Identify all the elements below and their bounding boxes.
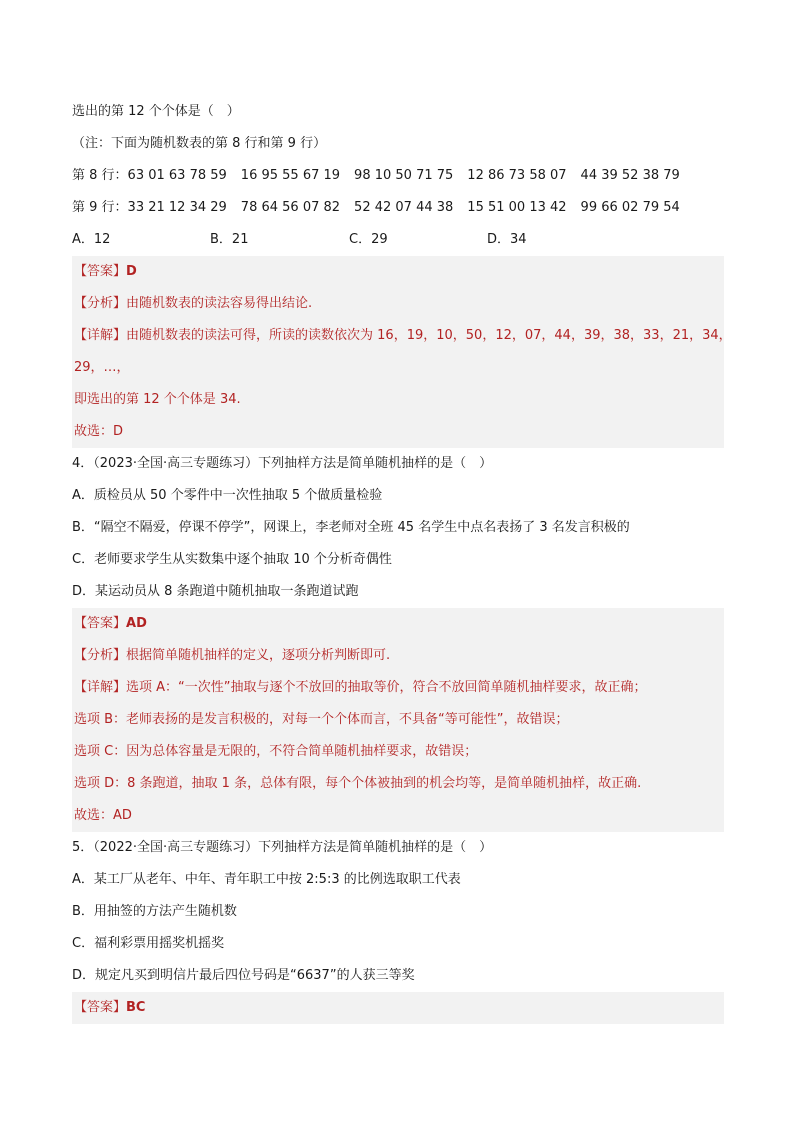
answer-value: BC (126, 1000, 146, 1015)
q3-detail-1 (72, 320, 732, 352)
q5-solution-block (72, 992, 724, 1024)
q3-answer (72, 256, 724, 288)
q5-answer (72, 992, 724, 1024)
q3-option-c: C．29 (349, 232, 388, 247)
q4-answer (72, 608, 724, 640)
q5-option-c: C．福利彩票用摇奖机摇奖 (72, 936, 225, 951)
q4-detail-2: 选项 B：老师表扬的是发言积极的，对每一个个体而言，不具备“等可能性”，故错误； (72, 704, 724, 736)
q5-option-d: D．规定凡买到明信片最后四位号码是“6637”的人获三等奖 (72, 968, 415, 983)
row8-group: 98 10 50 71 75 (354, 168, 454, 183)
answer-value: AD (126, 616, 147, 631)
q3-option-b: B．21 (210, 232, 249, 247)
q3-analysis (72, 288, 724, 320)
q3-row9 (72, 192, 724, 224)
q4-analysis (72, 640, 724, 672)
row9-group: 52 42 07 44 38 (354, 200, 454, 215)
detail-text: 选项 A：“一次性”抽取与逐个不放回的抽取等价，符合不放回简单随机抽样要求，故正确； (126, 680, 647, 695)
q3-detail-3: 即选出的第 12 个个体是 34. (72, 384, 724, 416)
q4-detail-4: 选项 D：8 条跑道，抽取 1 条，总体有限，每个个体被抽到的机会均等，是简单随机抽样，故正确. (72, 768, 724, 800)
row9-group: 99 66 02 79 54 (580, 200, 680, 215)
detail-tag: 【详解】 (74, 328, 127, 343)
row8-group: 63 01 63 78 59 (127, 168, 227, 183)
row9-group: 78 64 56 07 82 (240, 200, 341, 215)
q3-options (72, 224, 724, 256)
q4-conclusion: 故选：AD (72, 800, 724, 832)
q4-option-a: A．质检员从 50 个零件中一次性抽取 5 个做质量检验 (72, 488, 383, 503)
q4-solution-block (72, 608, 724, 832)
q3-row8 (72, 160, 724, 192)
q5-stem: 5．（2022·全国·高三专题练习）下列抽样方法是简单随机抽样的是（ ） (72, 840, 493, 855)
row9-group: 33 21 12 34 29 (127, 200, 227, 215)
q3-option-a: A．12 (72, 232, 111, 247)
row8-label: 第 8 行： (72, 168, 128, 183)
q5-option-b: B．用抽签的方法产生随机数 (72, 904, 237, 919)
q4-option-d: D．某运动员从 8 条跑道中随机抽取一条跑道试跑 (72, 584, 359, 599)
answer-tag: 【答案】 (74, 616, 127, 631)
q3-option-d: D．34 (487, 232, 527, 247)
analysis-tag: 【分析】 (74, 648, 127, 663)
analysis-text: 根据简单随机抽样的定义，逐项分析判断即可. (126, 648, 391, 663)
answer-value: D (126, 264, 137, 279)
q3-conclusion: 故选：D (72, 416, 724, 448)
q3-solution-block (72, 256, 732, 448)
q5-option-a: A．某工厂从老年、中年、青年职工中按 2:5:3 的比例选取职工代表 (72, 872, 461, 887)
answer-tag: 【答案】 (74, 264, 127, 279)
q4-option-b: B．“隔空不隔爱，停课不停学”，网课上，李老师对全班 45 名学生中点名表扬了 3 名发言积极的 (72, 520, 630, 535)
row9-group: 15 51 00 13 42 (467, 200, 567, 215)
q3-detail-2: 29，…， (72, 352, 724, 384)
analysis-tag: 【分析】 (74, 296, 127, 311)
answer-tag: 【答案】 (74, 1000, 127, 1015)
q4-detail-1 (72, 672, 724, 704)
row8-group: 12 86 73 58 07 (467, 168, 567, 183)
row8-group: 44 39 52 38 79 (580, 168, 680, 183)
q4-option-c: C．老师要求学生从实数集中逐个抽取 10 个分析奇偶性 (72, 552, 392, 567)
q4-stem: 4．（2023·全国·高三专题练习）下列抽样方法是简单随机抽样的是（ ） (72, 456, 493, 471)
q4-detail-3: 选项 C：因为总体容量是无限的，不符合简单随机抽样要求，故错误； (72, 736, 724, 768)
analysis-text: 由随机数表的读法容易得出结论. (126, 296, 313, 311)
q3-stem: 选出的第 12 个个体是（ ） (72, 104, 240, 119)
q3-note: （注：下面为随机数表的第 8 行和第 9 行） (72, 136, 327, 151)
detail-text: 由随机数表的读法可得，所读的读数依次为 16，19，10，50，12，07，44，39，38，33，21，34， (126, 328, 732, 343)
row9-label: 第 9 行： (72, 200, 128, 215)
row8-group: 16 95 55 67 19 (240, 168, 341, 183)
document-page (72, 96, 732, 1024)
detail-tag: 【详解】 (74, 680, 127, 695)
